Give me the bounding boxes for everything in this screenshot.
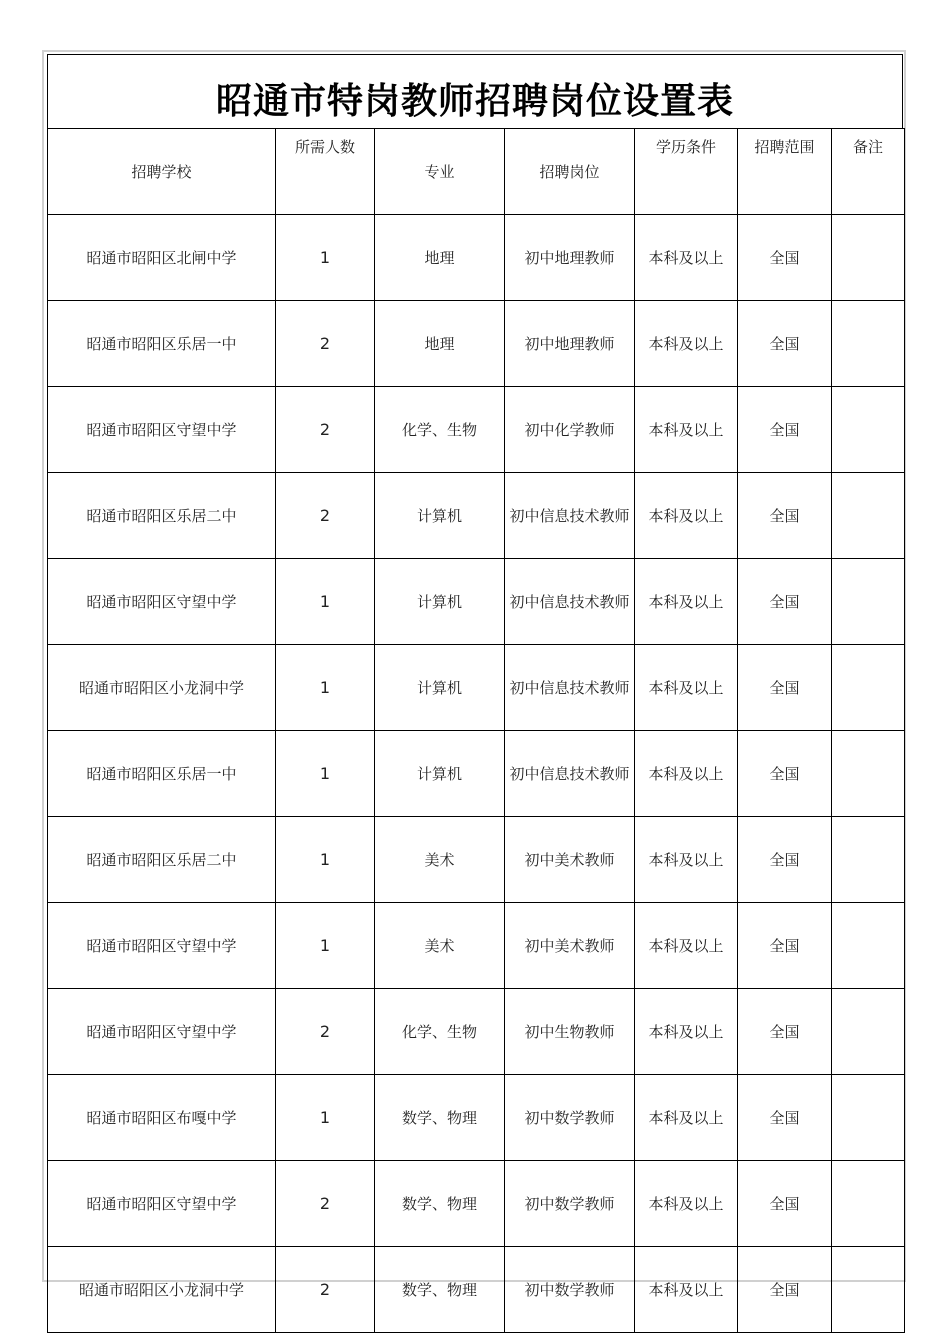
table-row	[48, 1247, 905, 1333]
cell-major: 地理	[375, 215, 505, 301]
cell-education: 本科及以上	[635, 1075, 738, 1161]
cell-education: 本科及以上	[635, 473, 738, 559]
cell-major: 数学、物理	[375, 1075, 505, 1161]
cell-scope: 全国	[738, 1161, 832, 1247]
cell-school: 昭通市昭阳区守望中学	[48, 903, 276, 989]
cell-post: 初中生物教师	[505, 989, 635, 1075]
table-row	[48, 215, 905, 301]
cell-major: 化学、生物	[375, 989, 505, 1075]
cell-count: 1	[276, 215, 375, 301]
header-education: 学历条件	[635, 129, 738, 215]
cell-post: 初中化学教师	[505, 387, 635, 473]
cell-post: 初中美术教师	[505, 903, 635, 989]
cell-count: 2	[276, 387, 375, 473]
cell-note	[832, 215, 905, 301]
cell-major: 计算机	[375, 559, 505, 645]
cell-count: 1	[276, 559, 375, 645]
cell-education: 本科及以上	[635, 301, 738, 387]
cell-scope: 全国	[738, 645, 832, 731]
cell-education: 本科及以上	[635, 387, 738, 473]
cell-school: 昭通市昭阳区乐居一中	[48, 301, 276, 387]
cell-note	[832, 645, 905, 731]
cell-post: 初中信息技术教师	[505, 473, 635, 559]
cell-count: 1	[276, 1075, 375, 1161]
cell-school: 昭通市昭阳区小龙洞中学	[48, 1247, 276, 1333]
cell-post: 初中地理教师	[505, 301, 635, 387]
cell-school: 昭通市昭阳区守望中学	[48, 387, 276, 473]
cell-count: 1	[276, 731, 375, 817]
cell-major: 数学、物理	[375, 1247, 505, 1333]
cell-education: 本科及以上	[635, 1247, 738, 1333]
document-page	[42, 50, 906, 1299]
cell-education: 本科及以上	[635, 559, 738, 645]
cell-scope: 全国	[738, 559, 832, 645]
cell-note	[832, 731, 905, 817]
cell-post: 初中数学教师	[505, 1247, 635, 1333]
cell-school: 昭通市昭阳区乐居二中	[48, 817, 276, 903]
cell-count: 1	[276, 903, 375, 989]
table-row	[48, 473, 905, 559]
cell-scope: 全国	[738, 903, 832, 989]
cell-count: 2	[276, 1247, 375, 1333]
cell-education: 本科及以上	[635, 817, 738, 903]
cell-note	[832, 1247, 905, 1333]
cell-major: 美术	[375, 903, 505, 989]
cell-education: 本科及以上	[635, 215, 738, 301]
cell-education: 本科及以上	[635, 645, 738, 731]
table-row	[48, 645, 905, 731]
cell-post: 初中数学教师	[505, 1075, 635, 1161]
cell-school: 昭通市昭阳区乐居一中	[48, 731, 276, 817]
cell-scope: 全国	[738, 301, 832, 387]
cell-major: 计算机	[375, 645, 505, 731]
cell-school: 昭通市昭阳区守望中学	[48, 989, 276, 1075]
header-major: 专业	[375, 129, 505, 215]
cell-major: 地理	[375, 301, 505, 387]
cell-count: 2	[276, 989, 375, 1075]
cell-post: 初中数学教师	[505, 1161, 635, 1247]
header-scope: 招聘范围	[738, 129, 832, 215]
table-row	[48, 731, 905, 817]
cell-note	[832, 387, 905, 473]
cell-note	[832, 817, 905, 903]
header-post: 招聘岗位	[505, 129, 635, 215]
cell-scope: 全国	[738, 1075, 832, 1161]
cell-scope: 全国	[738, 731, 832, 817]
table-row	[48, 1161, 905, 1247]
cell-note	[832, 559, 905, 645]
cell-note	[832, 903, 905, 989]
cell-note	[832, 301, 905, 387]
cell-education: 本科及以上	[635, 989, 738, 1075]
cell-school: 昭通市昭阳区守望中学	[48, 559, 276, 645]
header-count: 所需人数	[276, 129, 375, 215]
cell-count: 1	[276, 645, 375, 731]
cell-major: 数学、物理	[375, 1161, 505, 1247]
cell-scope: 全国	[738, 473, 832, 559]
cell-count: 1	[276, 817, 375, 903]
cell-school: 昭通市昭阳区布嘎中学	[48, 1075, 276, 1161]
cell-count: 2	[276, 301, 375, 387]
cell-school: 昭通市昭阳区乐居二中	[48, 473, 276, 559]
cell-post: 初中地理教师	[505, 215, 635, 301]
table-row	[48, 817, 905, 903]
cell-major: 美术	[375, 817, 505, 903]
cell-scope: 全国	[738, 215, 832, 301]
cell-count: 2	[276, 1161, 375, 1247]
header-school: 招聘学校	[48, 129, 276, 215]
cell-count: 2	[276, 473, 375, 559]
table-row	[48, 559, 905, 645]
cell-note	[832, 989, 905, 1075]
cell-note	[832, 1075, 905, 1161]
cell-note	[832, 1161, 905, 1247]
cell-scope: 全国	[738, 989, 832, 1075]
cell-education: 本科及以上	[635, 731, 738, 817]
cell-major: 计算机	[375, 473, 505, 559]
cell-education: 本科及以上	[635, 1161, 738, 1247]
table-header-row	[48, 129, 905, 215]
table-row	[48, 1075, 905, 1161]
table-body	[48, 215, 905, 1333]
cell-education: 本科及以上	[635, 903, 738, 989]
cell-scope: 全国	[738, 1247, 832, 1333]
cell-note	[832, 473, 905, 559]
table-row	[48, 301, 905, 387]
cell-school: 昭通市昭阳区守望中学	[48, 1161, 276, 1247]
cell-post: 初中美术教师	[505, 817, 635, 903]
table-row	[48, 387, 905, 473]
document-title: 昭通市特岗教师招聘岗位设置表	[47, 54, 903, 128]
table-row	[48, 903, 905, 989]
cell-major: 化学、生物	[375, 387, 505, 473]
cell-scope: 全国	[738, 387, 832, 473]
cell-school: 昭通市昭阳区北闸中学	[48, 215, 276, 301]
cell-school: 昭通市昭阳区小龙洞中学	[48, 645, 276, 731]
cell-post: 初中信息技术教师	[505, 559, 635, 645]
header-note: 备注	[832, 129, 905, 215]
table-row	[48, 989, 905, 1075]
cell-post: 初中信息技术教师	[505, 731, 635, 817]
positions-table	[47, 128, 905, 1333]
cell-major: 计算机	[375, 731, 505, 817]
cell-scope: 全国	[738, 817, 832, 903]
cell-post: 初中信息技术教师	[505, 645, 635, 731]
